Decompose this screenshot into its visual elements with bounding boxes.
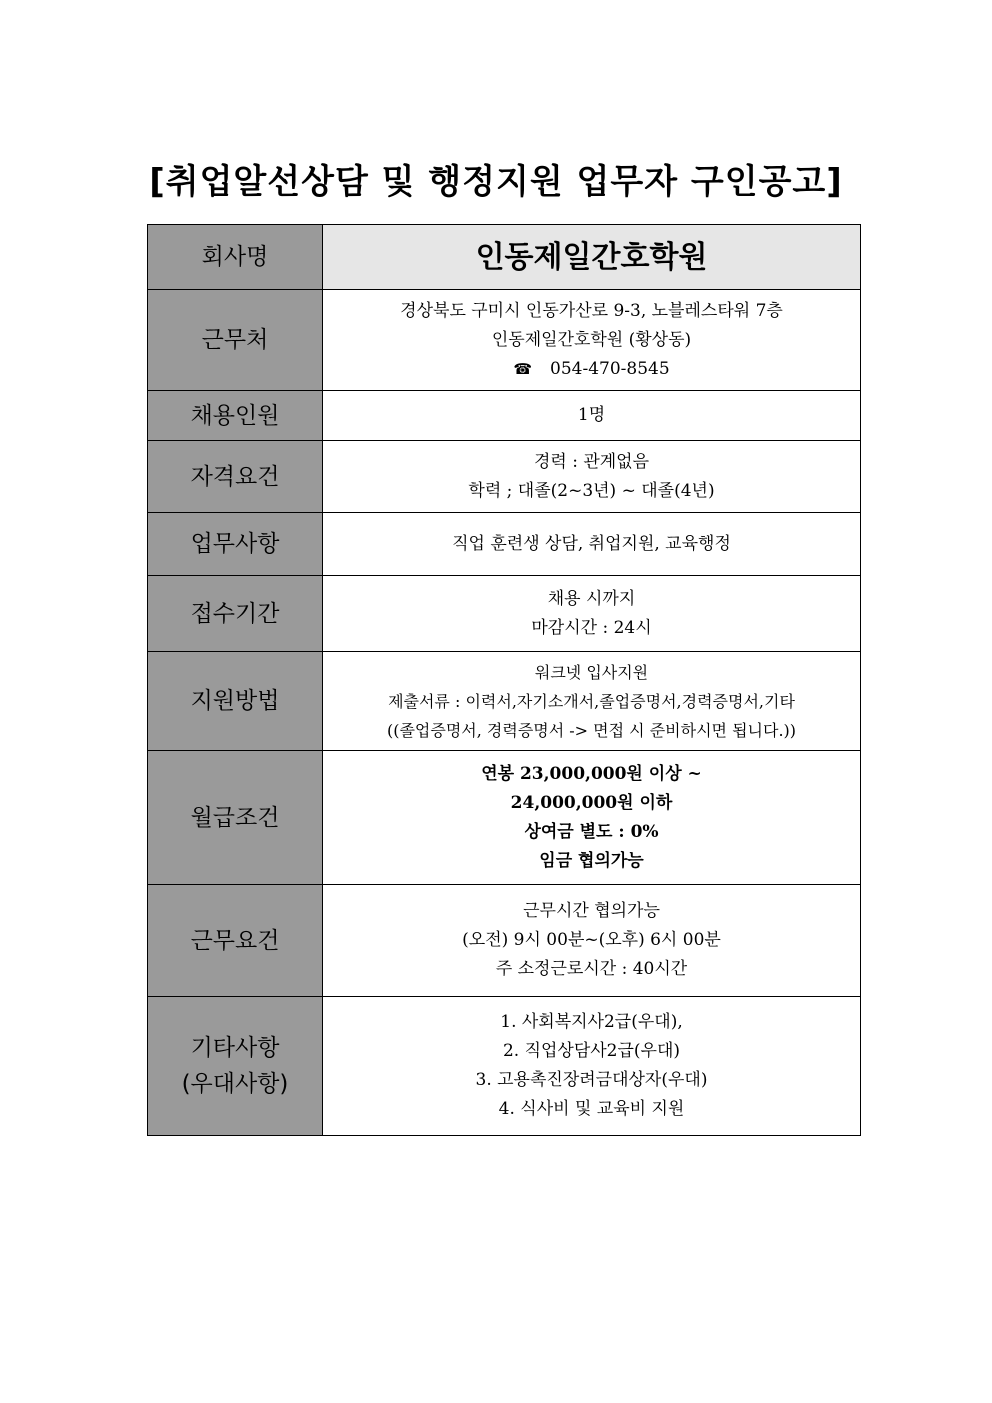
- row-method: [148, 652, 861, 751]
- period-line: 채용 시까지: [547, 588, 636, 609]
- workplace-phone-line: [323, 355, 860, 384]
- qualification-line: 학력 ; 대졸(2~3년) ~ 대졸(4년): [468, 480, 715, 501]
- row-headcount: [148, 391, 861, 441]
- row-period: [148, 576, 861, 652]
- company-label: 회사명: [148, 225, 323, 290]
- row-conditions: [148, 885, 861, 997]
- qualification-line: 경력 : 관계없음: [533, 451, 650, 472]
- conditions-value: [323, 885, 861, 997]
- workplace-phone: 054-470-8545: [550, 358, 670, 379]
- salary-line: 임금 협의가능: [539, 850, 644, 871]
- salary-label: 월급조건: [148, 751, 323, 885]
- salary-line: 24,000,000원 이하: [510, 792, 673, 813]
- method-value: [323, 652, 861, 751]
- period-line: 마감시간 : 24시: [531, 617, 652, 638]
- method-line: 제출서류 : 이력서,자기소개서,졸업증명서,경력증명서,기타: [388, 691, 795, 711]
- conditions-line: (오전) 9시 00분~(오후) 6시 00분: [462, 930, 721, 950]
- other-line: 4. 식사비 및 교육비 지원: [498, 1099, 685, 1119]
- other-line: 3. 고용촉진장려금대상자(우대): [475, 1070, 708, 1090]
- qualification-label: 자격요건: [148, 441, 323, 513]
- other-line: 1. 사회복지사2급(우대),: [500, 1012, 683, 1032]
- phone-icon: ☎: [513, 359, 533, 378]
- method-label: 지원방법: [148, 652, 323, 751]
- duties-value: 직업 훈련생 상담, 취업지원, 교육행정: [323, 513, 861, 576]
- other-label-line: (우대사항): [181, 1071, 289, 1097]
- workplace-value: [323, 290, 861, 391]
- row-company: [148, 225, 861, 290]
- workplace-name: 인동제일간호학원 (황상동): [491, 329, 692, 350]
- workplace-address: 경상북도 구미시 인동가산로 9-3, 노블레스타워 7층: [400, 300, 783, 321]
- conditions-label: 근무요건: [148, 885, 323, 997]
- row-salary: [148, 751, 861, 885]
- headcount-value: 1명: [323, 391, 861, 441]
- row-workplace: [148, 290, 861, 391]
- salary-line: 상여금 별도 : 0%: [524, 821, 659, 842]
- qualification-value: [323, 441, 861, 513]
- other-line: 2. 직업상담사2급(우대): [502, 1041, 681, 1061]
- other-value: [323, 997, 861, 1136]
- conditions-line: 주 소정근로시간 : 40시간: [495, 959, 688, 979]
- period-label: 접수기간: [148, 576, 323, 652]
- workplace-label: 근무처: [148, 290, 323, 391]
- salary-value: [323, 751, 861, 885]
- row-duties: [148, 513, 861, 576]
- company-name: 인동제일간호학원: [323, 225, 861, 290]
- row-other: [148, 997, 861, 1136]
- period-value: [323, 576, 861, 652]
- row-qualification: [148, 441, 861, 513]
- headcount-label: 채용인원: [148, 391, 323, 441]
- page-title: [취업알선상담 및 행정지원 업무자 구인공고]: [149, 162, 843, 202]
- method-line: ((졸업증명서, 경력증명서 -> 면접 시 준비하시면 됩니다.)): [386, 720, 797, 740]
- other-label: [148, 997, 323, 1136]
- job-posting-table: [147, 224, 861, 1136]
- method-line: 워크넷 입사지원: [534, 662, 649, 682]
- other-label-line: 기타사항: [190, 1035, 280, 1061]
- salary-line: 연봉 23,000,000원 이상 ~: [481, 763, 702, 784]
- conditions-line: 근무시간 협의가능: [523, 901, 660, 921]
- duties-label: 업무사항: [148, 513, 323, 576]
